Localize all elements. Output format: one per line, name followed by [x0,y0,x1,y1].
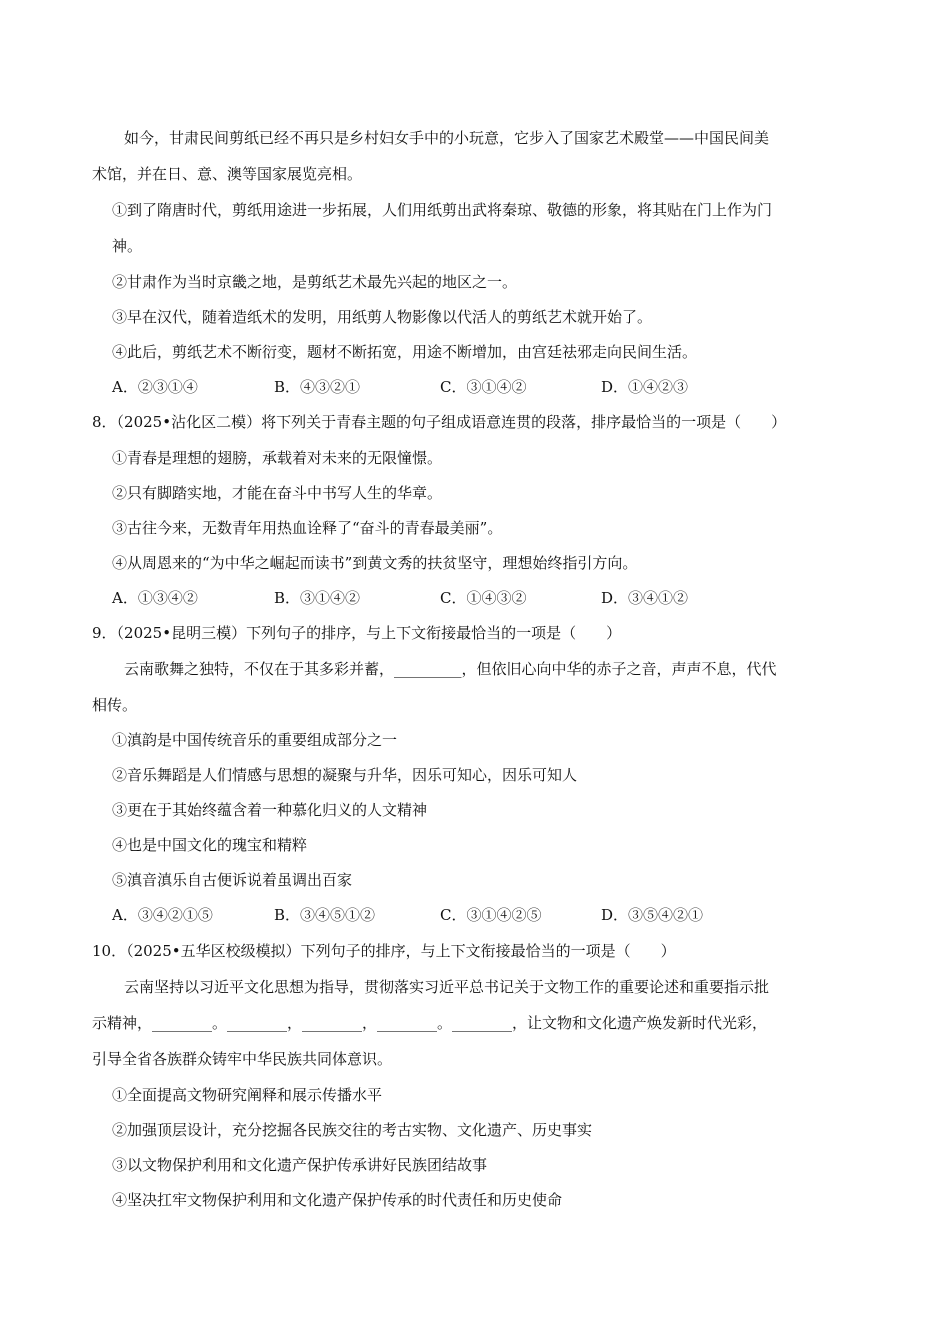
q9-passage-line-2: 相传。 [92,696,138,714]
q7-option-a[interactable]: A．②③①④ [112,378,198,396]
q8-item-3: ③古往今来，无数青年用热血诠释了“奋斗的青春最美丽”。 [112,519,503,537]
q7-item-1-cont: 神。 [112,237,143,255]
q7-item-3: ③早在汉代，随着造纸术的发明，用纸剪人物影像以代活人的剪纸艺术就开始了。 [112,308,653,326]
q8-option-a[interactable]: A．①③④② [112,589,198,607]
q10-passage-line-2: 示精神，________。________，________，________。________，让文物和文化遗产焕发新时代光彩， [92,1014,768,1032]
q7-passage-line-1: 如今，甘肃民间剪纸已经不再只是乡村妇女手中的小玩意，它步入了国家艺术殿堂——中国民间美 [124,129,770,147]
q9-passage-line-1: 云南歌舞之独特，不仅在于其多彩并蓄，_________，但依旧心向中华的赤子之音，声声不息，代代 [124,660,777,678]
q8-option-b[interactable]: B．③①④② [274,589,361,607]
q9-option-d[interactable]: D．③⑤④②① [601,906,704,924]
q8-item-2: ②只有脚踏实地，才能在奋斗中书写人生的华章。 [112,484,443,502]
q9-item-1: ①滇韵是中国传统音乐的重要组成部分之一 [112,731,398,749]
q9-item-5: ⑤滇音滇乐自古便诉说着虽调出百家 [112,871,353,889]
q10-item-4: ④坚决扛牢文物保护利用和文化遗产保护传承的时代责任和历史使命 [112,1191,563,1209]
q7-item-4: ④此后，剪纸艺术不断衍变，题材不断拓宽，用途不断增加，由宫廷祛邪走向民间生活。 [112,343,698,361]
q8-item-1: ①青春是理想的翅膀，承载着对未来的无限憧憬。 [112,449,443,467]
q10-passage-line-1: 云南坚持以习近平文化思想为指导，贯彻落实习近平总书记关于文物工作的重要论述和重要指示批 [124,978,770,996]
q7-item-1: ①到了隋唐时代，剪纸用途进一步拓展，人们用纸剪出武将秦琼、敬德的形象，将其贴在门上作为门 [112,201,773,219]
q10-item-1: ①全面提高文物研究阐释和展示传播水平 [112,1086,383,1104]
q7-option-c[interactable]: C．③①④② [440,378,527,396]
q10-item-3: ③以文物保护利用和文化遗产保护传承讲好民族团结故事 [112,1156,488,1174]
q10-item-2: ②加强顶层设计，充分挖掘各民族交往的考古实物、文化遗产、历史事实 [112,1121,593,1139]
q9-option-a[interactable]: A．③④②①⑤ [112,906,213,924]
q9-stem: 9．（2025•昆明三模）下列句子的排序，与上下文衔接最恰当的一项是（ ） [92,624,622,642]
q9-item-2: ②音乐舞蹈是人们情感与思想的凝聚与升华，因乐可知心，因乐可知人 [112,766,578,784]
q8-item-4: ④从周恩来的“为中华之崛起而读书”到黄文秀的扶贫坚守，理想始终指引方向。 [112,554,638,572]
q8-stem: 8．（2025•沾化区二模）将下列关于青春主题的句子组成语意连贯的段落，排序最恰当的一项是（ ） [92,413,787,431]
q9-option-b[interactable]: B．③④⑤①② [274,906,376,924]
q9-item-4: ④也是中国文化的瑰宝和精粹 [112,836,308,854]
q8-option-c[interactable]: C．①④③② [440,589,527,607]
q7-passage-line-2: 术馆，并在日、意、澳等国家展览亮相。 [92,165,363,183]
q8-option-d[interactable]: D．③④①② [601,589,689,607]
q10-passage-line-3: 引导全省各族群众铸牢中华民族共同体意识。 [92,1050,393,1068]
q9-option-c[interactable]: C．③①④②⑤ [440,906,542,924]
q7-option-d[interactable]: D．①④②③ [601,378,689,396]
q10-stem: 10．（2025•五华区校级模拟）下列句子的排序，与上下文衔接最恰当的一项是（ ） [92,942,676,960]
q7-option-b[interactable]: B．④③②① [274,378,361,396]
q9-item-3: ③更在于其始终蕴含着一种慕化归义的人文精神 [112,801,428,819]
q7-item-2: ②甘肃作为当时京畿之地，是剪纸艺术最先兴起的地区之一。 [112,273,518,291]
